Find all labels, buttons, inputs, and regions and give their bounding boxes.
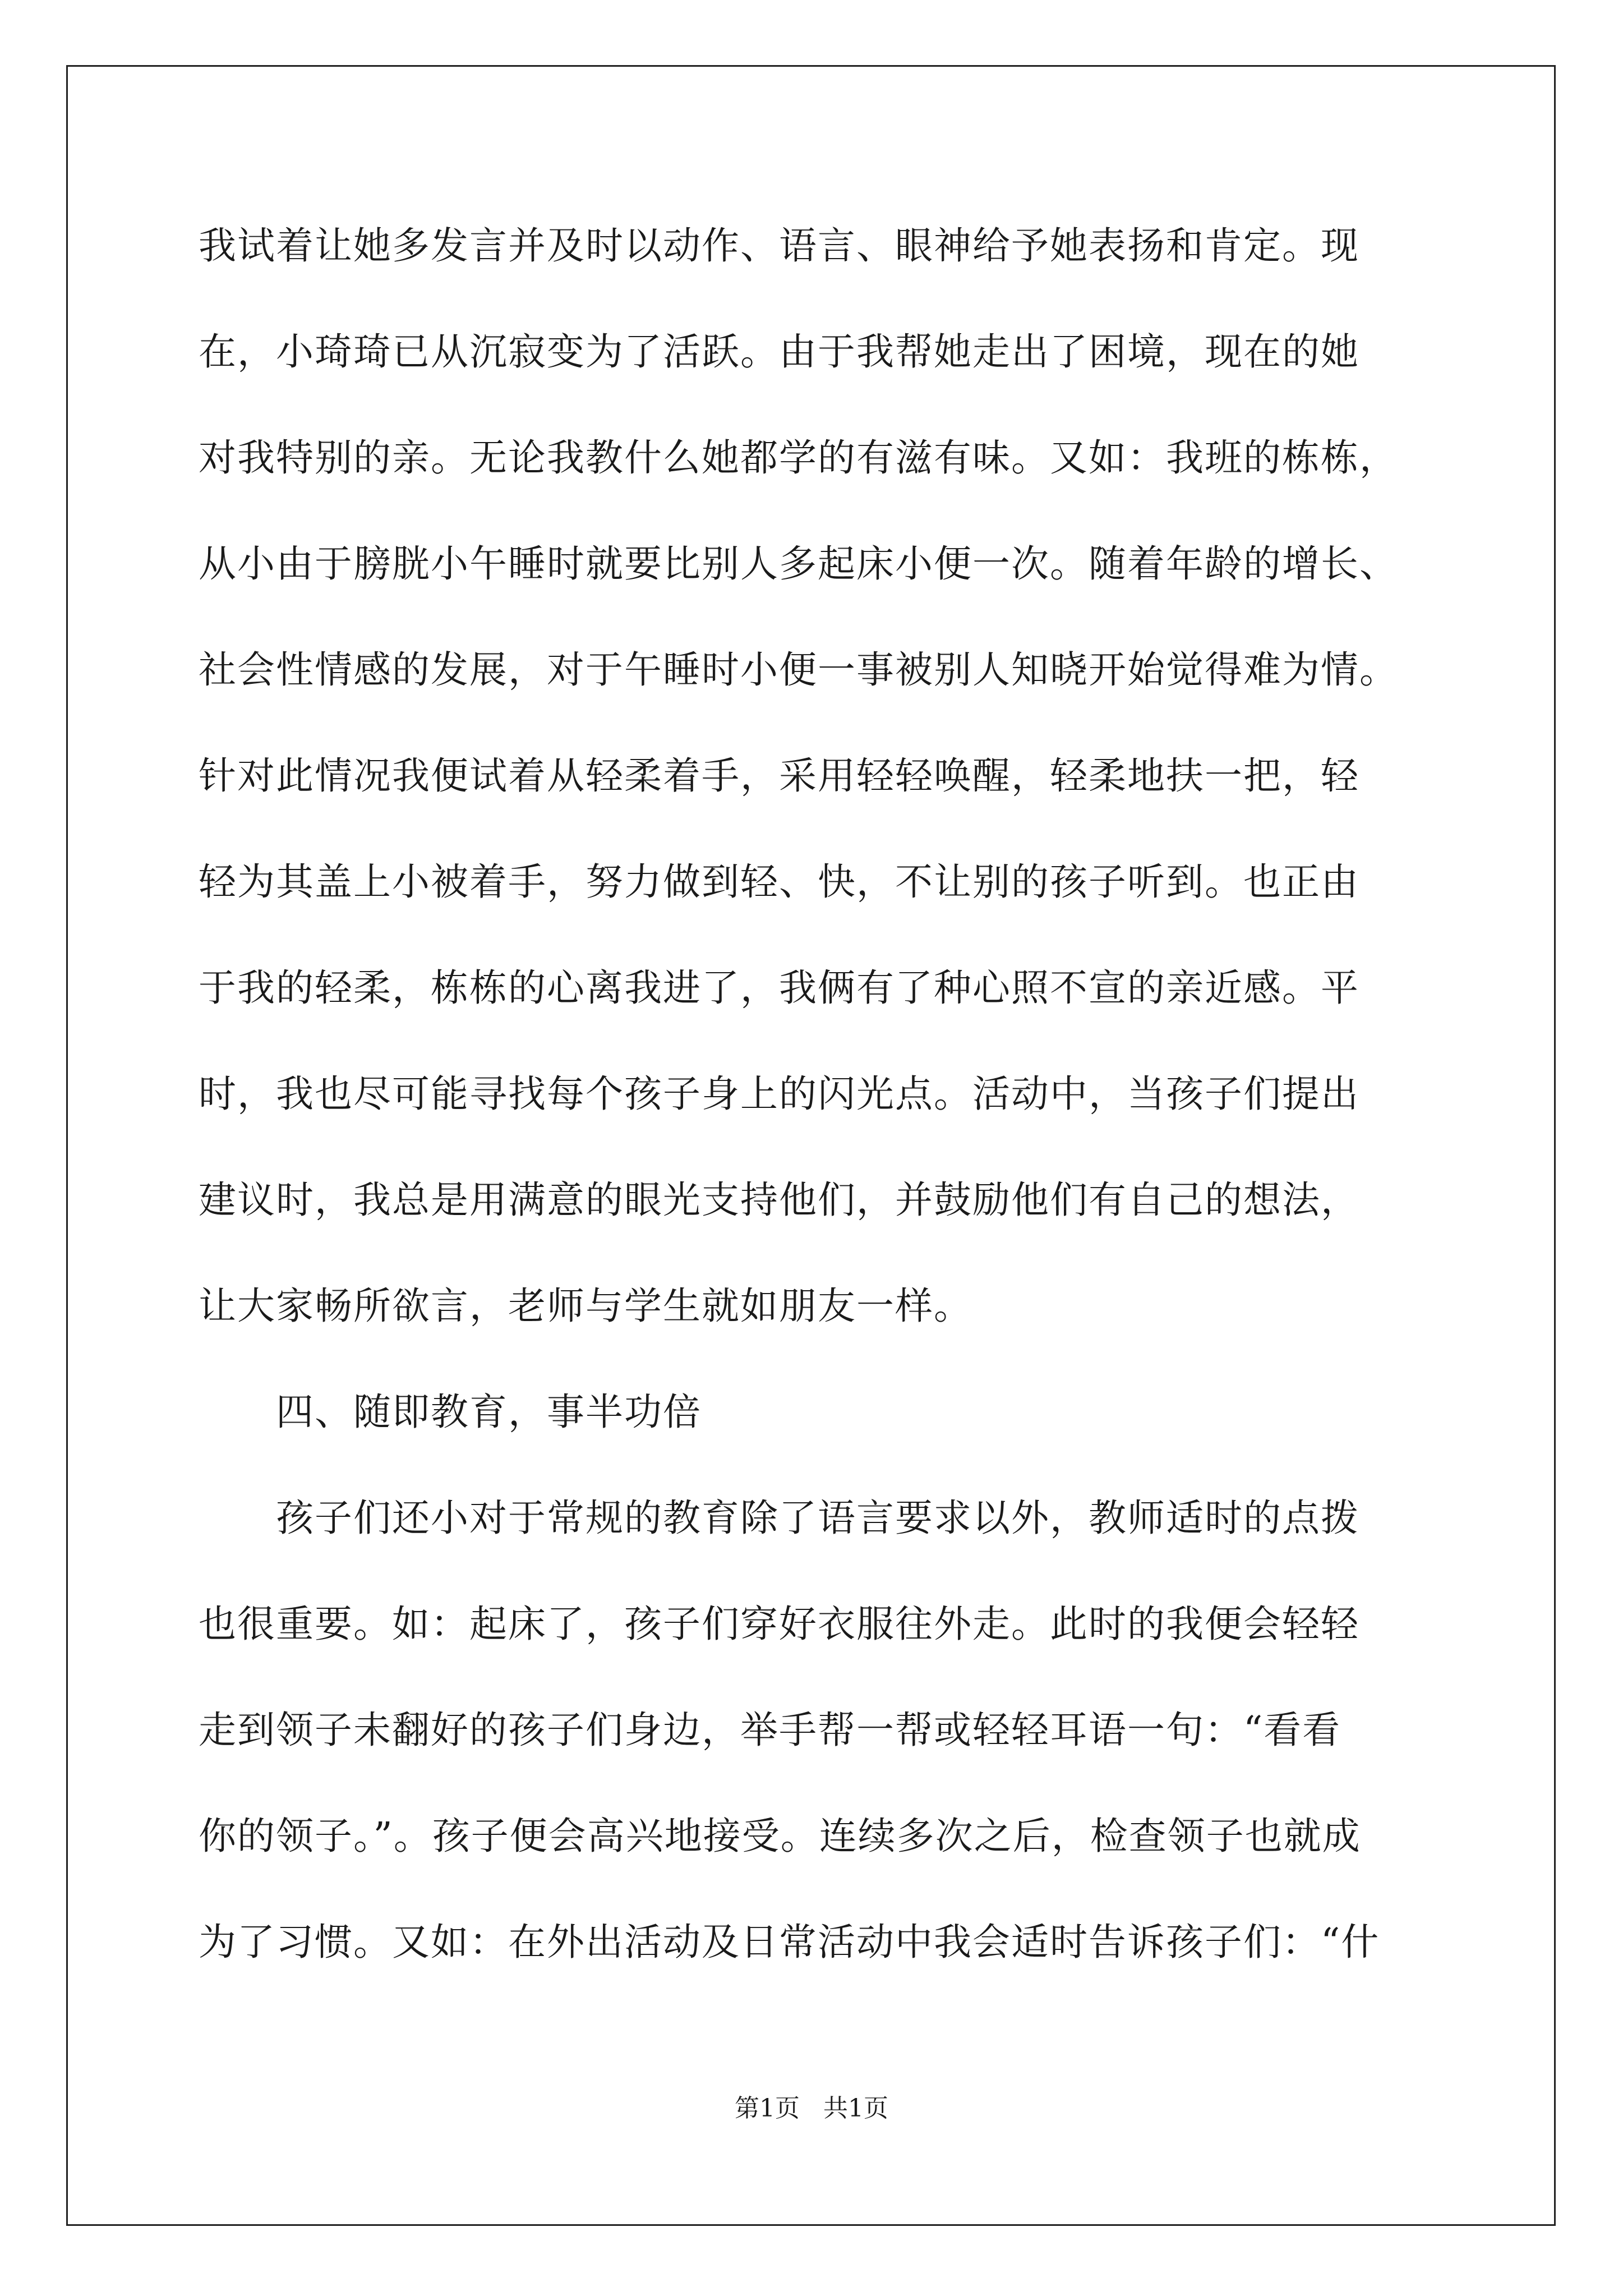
paragraph-line: 你的领子。”。孩子便会高兴地接受。连续多次之后，检查领子也就成 [199,1814,1361,1858]
paragraph-line: 在，小琦琦已从沉寂变为了活跃。由于我帮她走出了困境，现在的她 [199,330,1359,374]
paragraph-line: 针对此情况我便试着从轻柔着手，采用轻轻唤醒，轻柔地扶一把，轻 [199,754,1359,798]
page-footer [0,2092,1623,2125]
page-border [66,65,1556,2226]
paragraph-line: 孩子们还小对于常规的教育除了语言要求以外，教师适时的点拨 [276,1496,1359,1540]
paragraph-line: 走到领子未翻好的孩子们身边，举手帮一帮或轻轻耳语一句：“看看 [199,1708,1341,1752]
paragraph-line: 对我特别的亲。无论我教什么她都学的有滋有味。又如：我班的栋栋， [199,436,1398,480]
section-heading: 四、随即教育，事半功倍 [276,1390,702,1434]
paragraph-line: 从小由于膀胱小午睡时就要比别人多起床小便一次。随着年龄的增长、 [199,542,1398,586]
paragraph-line: 为了习惯。又如：在外出活动及日常活动中我会适时告诉孩子们：“什 [199,1920,1380,1964]
paragraph-line: 也很重要。如：起床了，孩子们穿好衣服往外走。此时的我便会轻轻 [199,1602,1359,1646]
paragraph-line: 社会性情感的发展，对于午睡时小便一事被别人知晓开始觉得难为情。 [199,648,1398,692]
paragraph-line: 让大家畅所欲言，老师与学生就如朋友一样。 [199,1284,972,1328]
page-number: 第1页 [735,2094,800,2123]
paragraph-line: 时，我也尽可能寻找每个孩子身上的闪光点。活动中，当孩子们提出 [199,1072,1359,1116]
paragraph-line: 建议时，我总是用满意的眼光支持他们，并鼓励他们有自己的想法， [199,1178,1359,1222]
page-total: 共1页 [823,2094,888,2123]
paragraph-line: 我试着让她多发言并及时以动作、语言、眼神给予她表扬和肯定。现 [199,224,1359,268]
paragraph-line: 轻为其盖上小被着手，努力做到轻、快，不让别的孩子听到。也正由 [199,860,1359,904]
paragraph-line: 于我的轻柔，栋栋的心离我进了，我俩有了种心照不宣的亲近感。平 [199,966,1359,1010]
